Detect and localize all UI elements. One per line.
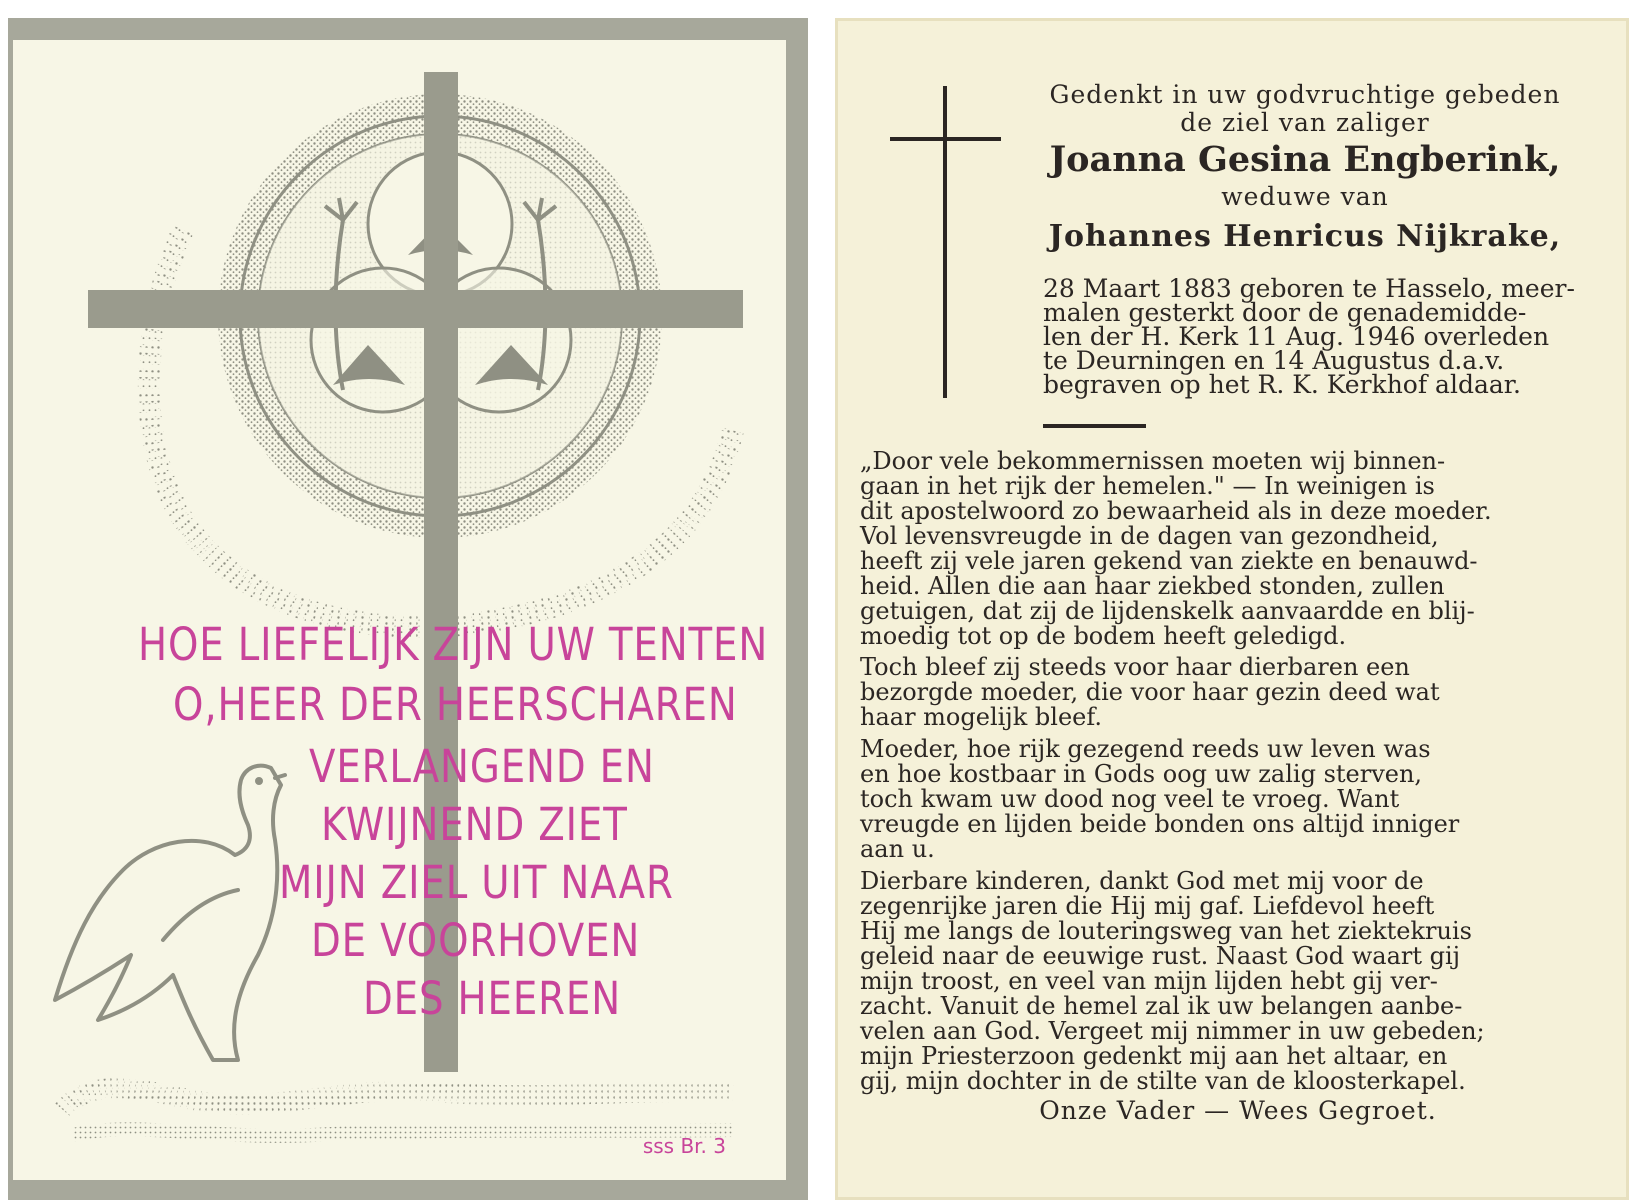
bio-line: len der H. Kerk 11 Aug. 1946 overleden	[1043, 322, 1550, 351]
text-line: moedig tot op de bodem heeft geledigd.	[860, 622, 1347, 650]
cross-icon-horizontal	[890, 137, 1001, 141]
paragraph-children	[860, 869, 1580, 1094]
paragraph-blessed-life	[860, 737, 1580, 862]
psalm-line: HOE LIEFELIJK ZIJN UW TENTEN	[138, 618, 769, 671]
text-line: zacht. Vanuit de hemel zal ik uw belangen aanbe-	[860, 992, 1463, 1020]
text-line: Vol levensvreugde in de dagen van gezondheid,	[860, 522, 1439, 550]
text-line: zegenrijke jaren die Hij mij gaf. Liefdevol heeft	[860, 892, 1435, 920]
text-line: gaan in het rijk der hemelen." — In weinigen is	[860, 472, 1435, 500]
text-line: Toch bleef zij steeds voor haar dierbaren een	[860, 653, 1410, 681]
card-series-code: sss Br. 3	[642, 1134, 726, 1158]
psalm-line: DE VOORHOVEN	[311, 914, 641, 967]
text-line: aan u.	[860, 835, 935, 863]
psalm-line: DES HEEREN	[363, 972, 622, 1025]
text-line: dit apostelwoord zo bewaarheid als in deze moeder.	[860, 497, 1492, 525]
heading-block	[1025, 81, 1585, 255]
ground-band	[63, 1088, 733, 1136]
psalm-line: O,HEER DER HEERSCHAREN	[173, 678, 738, 731]
text-line: mijn troost, en veel van mijn lijden hebt gij ver-	[860, 967, 1438, 995]
memorial-card-front	[8, 18, 808, 1200]
soul-line: de ziel van zaliger	[1180, 108, 1430, 137]
text-line: en hoe kostbaar in Gods oog uw zalig sterven,	[860, 760, 1423, 788]
text-line: heid. Allen die aan haar ziekbed stonden, zullen	[860, 572, 1445, 600]
text-line: vreugde en lijden beide bonden ons altijd inniger	[860, 810, 1460, 838]
bio-line: te Deurningen en 14 Augustus d.a.v.	[1043, 346, 1505, 375]
paragraph-suffering	[860, 449, 1580, 649]
psalm-line: MIJN ZIEL UIT NAAR	[279, 856, 674, 909]
bio-line: 28 Maart 1883 geboren te Hasselo, meer-	[1043, 274, 1575, 303]
text-line: haar mogelijk bleef.	[860, 703, 1103, 731]
cross-icon-vertical	[943, 86, 947, 398]
husband-name: Johannes Henricus Nijkrake,	[1048, 219, 1562, 254]
text-line: mijn Priesterzoon gedenkt mij aan het altaar, en	[860, 1042, 1448, 1070]
divider-rule	[1043, 424, 1146, 428]
psalm-verse	[13, 600, 786, 1060]
text-line: bezorgde moeder, die voor haar gezin deed wat	[860, 678, 1440, 706]
psalm-line: KWIJNEND ZIET	[321, 798, 628, 851]
text-line: getuigen, dat zij de lijdenskelk aanvaardde en blij-	[860, 597, 1475, 625]
bio-line: begraven op het R. K. Kerkhof aldaar.	[1043, 370, 1521, 399]
memorial-card-back	[835, 18, 1629, 1200]
remember-line: Gedenkt in uw godvruchtige gebeden	[1049, 80, 1561, 109]
deceased-name: Joanna Gesina Engberink,	[1049, 139, 1561, 180]
psalm-line: VERLANGEND EN	[309, 740, 655, 793]
bio-line: malen gesterkt door de genademidde-	[1043, 298, 1527, 327]
widow-of-line: weduwe van	[1221, 182, 1389, 211]
biography	[1043, 274, 1583, 399]
paragraph-caring-mother	[860, 655, 1580, 730]
text-line: Moeder, hoe rijk gezegend reeds uw leven was	[860, 735, 1431, 763]
closing-prayer: Onze Vader — Wees Gegroet.	[1039, 1096, 1437, 1125]
text-line: gij, mijn dochter in de stilte van de kloosterkapel.	[860, 1067, 1466, 1095]
text-line: Dierbare kinderen, dankt God met mij voor de	[860, 867, 1424, 895]
text-line: „Door vele bekommernissen moeten wij binnen-	[860, 447, 1446, 475]
text-line: geleid naar de eeuwige rust. Naast God waart gij	[860, 942, 1461, 970]
text-line: Hij me langs de louteringsweg van het ziektekruis	[860, 917, 1472, 945]
text-line: velen aan God. Vergeet mij nimmer in uw gebeden;	[860, 1017, 1485, 1045]
text-line: toch kwam uw dood nog veel te vroeg. Want	[860, 785, 1400, 813]
text-line: heeft zij vele jaren gekend van ziekte en benauwd-	[860, 547, 1478, 575]
